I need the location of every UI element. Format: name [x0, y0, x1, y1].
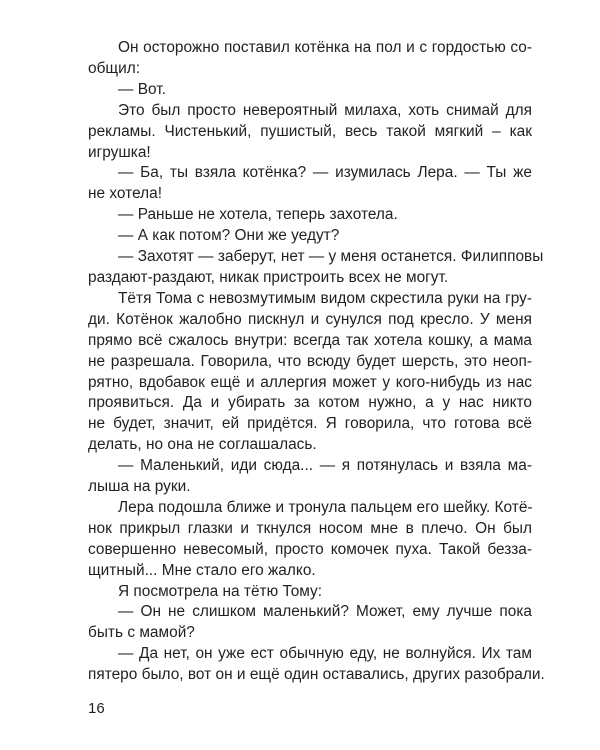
text-line: быть с мамой? [88, 624, 195, 642]
text-line: рятно, вдобавок ещё и аллергия может у кого-нибудь из нас [88, 373, 532, 391]
paragraph [88, 644, 545, 686]
text-line: прямо всё сжалось внутри: всегда так хотела кошку, а мама [88, 331, 532, 349]
paragraph [88, 582, 532, 603]
text-line: — Раньше не хотела, теперь захотела. [118, 206, 398, 224]
paragraph [88, 289, 532, 456]
text-line: делать, но она не соглашалась. [88, 436, 317, 454]
text-line: ди. Котёнок жалобно пискнул и сунулся под кресло. У меня [88, 310, 532, 328]
text-line: — Вот. [118, 80, 166, 98]
paragraph [88, 226, 532, 247]
paragraph [88, 38, 532, 80]
text-line: пятеро было, вот он и ещё один оставались, других разобрали. [88, 666, 545, 684]
text-line: Я посмотрела на тётю Тому: [118, 582, 323, 600]
paragraph [88, 101, 532, 164]
text-line: не будет, значит, ей придётся. Я говорила, что готова всё [88, 415, 532, 433]
text-line: нок прикрыл глазки и ткнулся носом мне в плечо. Он был [88, 519, 532, 537]
paragraph [88, 205, 532, 226]
text-line: игрушка! [88, 143, 151, 161]
page-text [88, 38, 545, 686]
text-line: совершенно невесомый, просто комочек пуха. Такой безза- [88, 540, 532, 558]
text-line: щитный... Мне стало его жалко. [88, 561, 316, 579]
text-line: — Он не слишком маленький? Может, ему лучше пока [118, 603, 532, 621]
paragraph [88, 498, 532, 582]
text-line: не разрешала. Говорила, что всюду будет шерсть, это неоп- [88, 352, 532, 370]
text-line: не хотела! [88, 185, 163, 203]
text-line: — Да нет, он уже ест обычную еду, не волнуйся. Их там [118, 645, 532, 663]
text-line: раздают-раздают, никак пристроить всех не могут. [88, 268, 449, 286]
page-number: 16 [88, 700, 105, 717]
text-line: — А как потом? Они же уедут? [118, 227, 340, 245]
paragraph [88, 602, 532, 644]
text-line: Он осторожно поставил котёнка на пол и с гордостью со- [118, 39, 532, 56]
text-line: общил: [88, 59, 141, 77]
text-line: Тётя Тома с невозмутимым видом скрестила руки на гру- [118, 289, 532, 307]
text-line: — Маленький, иди сюда... — я потянулась и взяла ма- [118, 457, 532, 475]
text-line: Лера подошла ближе и тронула пальцем его шейку. Котё- [118, 498, 533, 516]
text-line: рекламы. Чистенький, пушистый, весь такой мягкий – как [88, 122, 532, 140]
paragraph [88, 163, 532, 205]
text-line: Это был просто невероятный милаха, хоть снимай для [118, 101, 532, 119]
paragraph [88, 456, 532, 498]
text-line: — Захотят — заберут, нет — у меня останется. Филипповы [118, 248, 544, 266]
text-line: — Ба, ты взяла котёнка? — изумилась Лера. — Ты же [118, 164, 532, 182]
paragraph [88, 247, 544, 289]
text-line: проявиться. Да и убирать за котом нужно, а у нас никто [88, 394, 532, 412]
paragraph [88, 80, 532, 101]
text-line: лыша на руки. [88, 478, 191, 496]
